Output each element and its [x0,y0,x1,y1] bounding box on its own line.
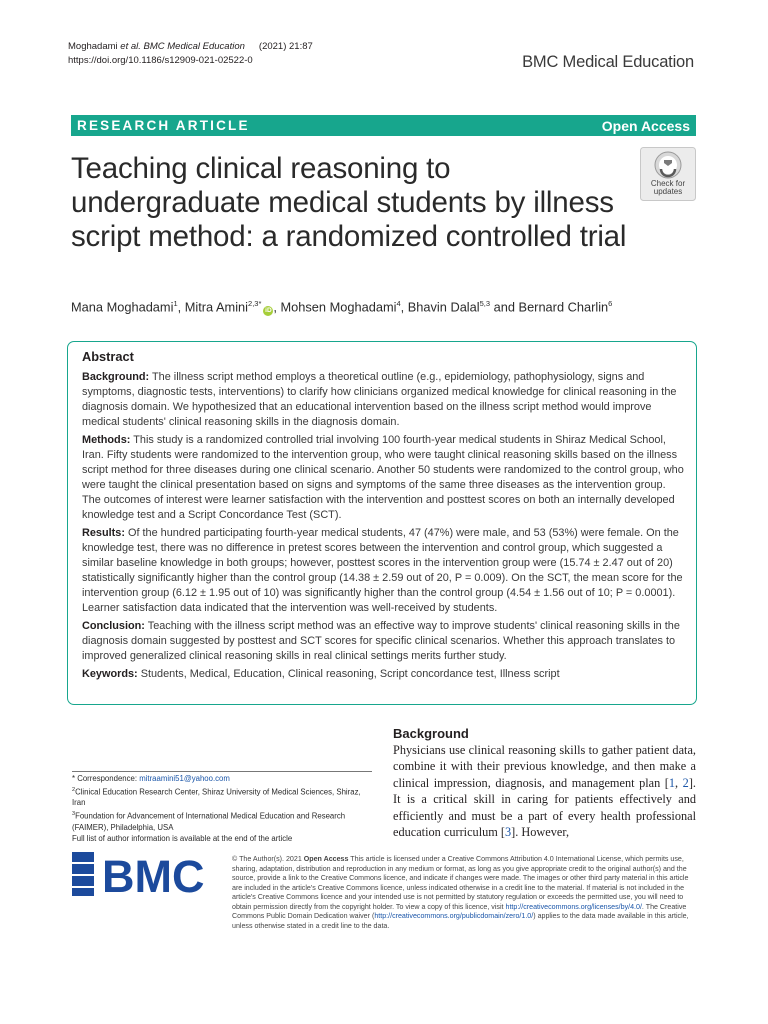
author-affiliation: 6 [608,299,613,308]
affiliation-2: $^2$Clinical Education Research Center, Shiraz University of Medical Sciences, Shiraz, Iran [72,786,361,808]
author-affiliation: 2,3* [248,299,262,308]
article-type: RESEARCH ARTICLE [77,118,250,133]
author-name[interactable]: Bernard Charlin [518,299,609,315]
correspondence-line: * Correspondence: mitraamini51@yahoo.com [72,774,230,783]
citation-link[interactable]: 3 [505,825,512,840]
article-type-banner [71,115,696,136]
abstract-background: Background: The illness script method employs a theoretical outline (e.g., epidemiology, pathophysiology, signs and symptoms, diagnostic tests, interventions) to clarify how clinicians organized medical knowledge for clinical reasoning in the diagnosis domain. We hypothesized that an educational intervention based on the illness script method would improve medical students' clinical reasoning skills in the diagnosis domain. [82,371,677,428]
journal-brand: BMC Medical Education [522,53,694,71]
citation-line [68,40,313,54]
citation-header [68,40,313,68]
abstract-box [67,341,697,705]
bmc-logo-text: BMC [102,852,205,896]
full-author-info-note: Full list of author information is available at the end of the article [72,833,293,843]
orcid-icon[interactable]: iD [265,307,272,315]
affiliation-3: $^3$Foundation for Advancement of International Medical Education and Research (FAIMER), Philadelphia, USA [72,811,346,832]
bmc-logo-icon [72,852,222,896]
author-list: Mana Moghadami$^1$, Mitra Amini$^{2,3*}$iD , Mohsen Moghadami$^4$, Bhavin Dalal$^{5,3}$ and Bernard Charlin$^6$ [71,299,613,315]
license-statement: © The Author(s). 2021 Open Access This article is licensed under a Creative Commons Attribution 4.0 International License, which permits use, sharing, adaptation, distribution and reproduction in any medium or format, as long as you give appropriate credit to the original author(s) and the source, provide a link to the Creative Commons licence, and indicate if changes were made. The images or other third party material in this article are included in the article's Creative Commons licence, unless indicated otherwise in a credit line to the material. If material is not included in the article's Creative Commons licence and your intended use is not permitted by statutory regulation or exceeds the permitted use, you will need to obtain permission directly from the copyright holder. To view a copy of this licence, visit http://creativecommons.org/licenses/by/4.0/. The Creative Commons Public Domain Dedication waiver (http://creativecommons.org/publicdomain/zero/1.0/) applies to the data made available in this article, unless otherwise stated in a credit line to the data. [232,855,689,930]
citation-link[interactable]: 1 [668,775,676,790]
citation-year: (2021) 21:87 [258,41,313,52]
author-affiliation: 4 [396,299,401,308]
citation-journal: et al. BMC Medical Education [120,41,245,52]
author-name[interactable]: Mohsen Moghadami [280,299,397,315]
abstract-keywords: Keywords: Students, Medical, Education, Clinical reasoning, Script concordance test, Illness script [82,668,560,681]
footnote-divider [72,771,372,772]
author-affiliation: 5,3 [479,299,491,308]
author-name[interactable]: Mana Moghadami [71,299,174,315]
correspondence-block [72,774,372,845]
citation-link[interactable]: 2 [682,775,689,790]
author-name[interactable]: Mitra Amini [184,299,249,315]
check-for-updates-label: Check for updates [650,179,686,196]
background-paragraph: Physicians use clinical reasoning skills to gather patient data, combine it with their previous knowledge, and then make a clinical impression, diagnosis, and management plan [1, 2]. It is a critical skill in caring for patients effectively and efficiently and must be a part of every health professional education curriculum [3]. However, [393,743,696,840]
doi-link[interactable]: https://doi.org/10.1186/s12909-021-02522-0 [68,55,253,66]
author-affiliation: 1 [173,299,178,308]
author-name[interactable]: Bhavin Dalal [407,299,480,315]
license-link[interactable]: http://creativecommons.org/licenses/by/4.0/ [505,902,642,911]
abstract-heading: Abstract [82,349,134,364]
correspondence-email[interactable]: mitraamini51@yahoo.com [139,774,230,783]
abstract-conclusion: Conclusion: Teaching with the illness script method was an effective way to improve students' clinical reasoning skills in the diagnosis domain suggested by posttest and SCT scores for specific clinical scenarios. Whether this approach translates to improved generalized clinical reasoning skills in real clinical settings merits further study. [82,620,680,662]
article-title: Teaching clinical reasoning to undergraduate medical students by illness script method: a randomized controlled trial [71,152,627,253]
abstract-methods: Methods: This study is a randomized controlled trial involving 100 fourth-year medical students in Shiraz Medical School, Iran. Fifty students were randomized to the intervention group, who were taught clinical reasoning skills based on the illness script method for three diseases during one clinical scenario. Another 50 students were randomized to the control group, who were taught the clinical presentation based on signs and symptoms of the same three diseases as the intervention group. The outcomes of interest were learner satisfaction with the intervention and posttest scores on both an internally developed knowledge test and a Script Concordance Test (SCT). [82,434,684,521]
background-heading: Background [393,726,469,741]
public-domain-link[interactable]: http://creativecommons.org/publicdomain/zero/1.0/ [374,912,534,921]
open-access-label: Open Access [601,117,690,134]
citation-authors: Moghadami [68,41,121,52]
abstract-results: Results: Of the hundred participating fourth-year medical students, 47 (47%) were male, and 53 (53%) were female. On the knowledge test, there was no difference in pretest scores between the intervention and control group, which suggested a similar baseline knowledge in both groups; however, posttest scores in the intervention group were (15.74 ± 2.47 out of 20) statistically significantly higher than the control group (14.38 ± 2.59 out of 20, P = 0.009). On the SCT, the mean score for the intervention group (6.12 ± 1.95 out of 10) was significantly higher than the control group (4.54 ± 1.56 out of 10; P = 0.0001). Learner satisfaction data indicated that the intervention was well-received by students. [82,527,683,614]
